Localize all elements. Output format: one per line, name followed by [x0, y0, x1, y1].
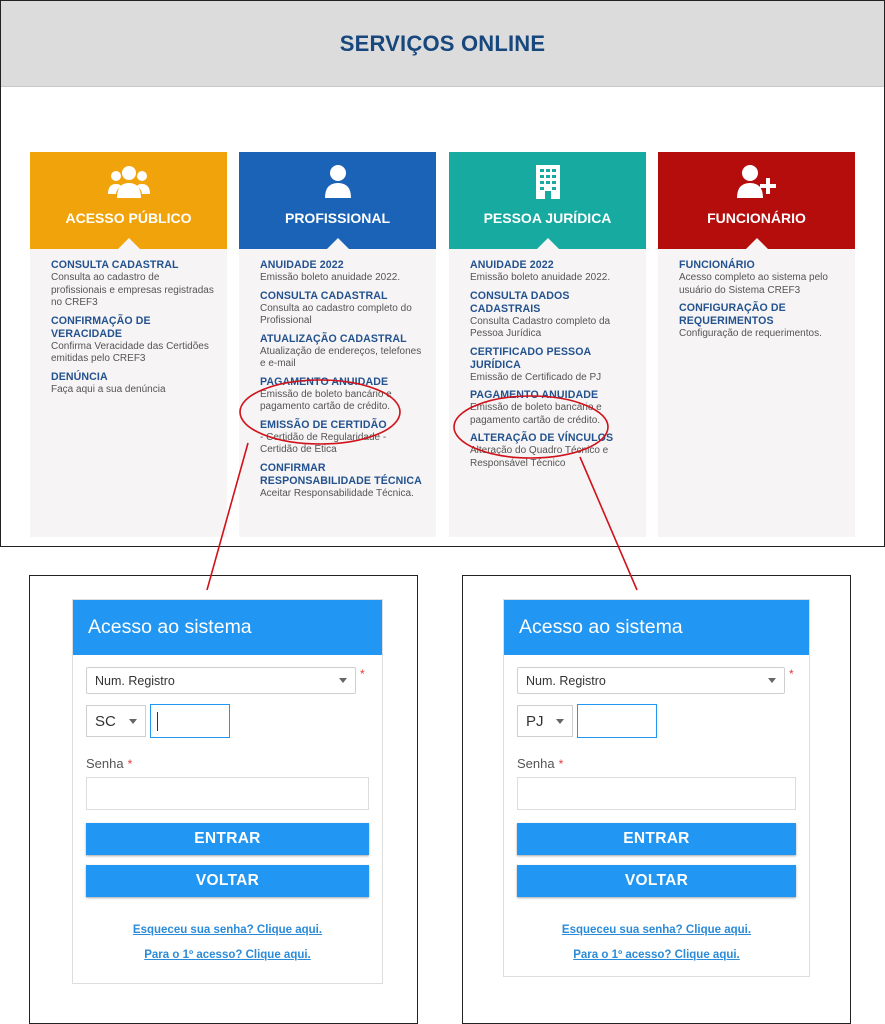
services-header	[1, 1, 884, 87]
service-item[interactable]: FUNCIONÁRIO Acesso completo ao sistema pelo usuário do Sistema CREF3	[679, 259, 828, 296]
service-item[interactable]: ATUALIZAÇÃO CADASTRAL Atualização de endereços, telefones e e-mail	[260, 332, 422, 369]
password-input[interactable]	[86, 777, 369, 810]
login-type-select[interactable]: Num. Registro	[517, 667, 785, 694]
service-item[interactable]: ALTERAÇÃO DE VÍNCULOS Alteração do Quadro Técnico e Responsável Técnico	[470, 432, 614, 469]
first-access-link[interactable]: Para o 1º acesso? Clique aqui.	[573, 949, 740, 961]
prefix-select[interactable]: SC	[86, 705, 146, 737]
enter-button[interactable]: ENTRAR	[517, 823, 796, 855]
required-mark: *	[360, 667, 365, 681]
card-title: ACESSO PÚBLICO	[65, 210, 192, 226]
login-box	[72, 599, 383, 984]
password-label: Senha *	[86, 756, 133, 771]
login-frame-pessoa-juridica	[462, 575, 851, 1024]
page-title: SERVIÇOS ONLINE	[339, 30, 546, 56]
user-icon	[239, 164, 436, 204]
password-input[interactable]	[517, 777, 796, 810]
enter-button[interactable]: ENTRAR	[86, 823, 369, 855]
card-header[interactable]	[658, 152, 855, 249]
login-type-select[interactable]: Num. Registro	[86, 667, 356, 694]
login-title: Acesso ao sistema	[73, 600, 382, 655]
service-item[interactable]: CONFIRMAR RESPONSABILIDADE TÉCNICA Aceitar Responsabilidade Técnica.	[260, 461, 422, 499]
chevron-down-icon	[129, 719, 137, 724]
service-item-pagamento-anuidade[interactable]: PAGAMENTO ANUIDADE Emissão de boleto bancário e pagamento cartão de crédito.	[470, 389, 602, 426]
service-item[interactable]: CONFIGURAÇÃO DE REQUERIMENTOS Configuração de requerimentos.	[679, 302, 822, 339]
service-item-pagamento-anuidade[interactable]: PAGAMENTO ANUIDADE Emissão de boleto bancário e pagamento cartão de crédito.	[260, 375, 392, 412]
login-title: Acesso ao sistema	[504, 600, 809, 655]
back-button[interactable]: VOLTAR	[86, 865, 369, 897]
service-item[interactable]: CONFIRMAÇÃO DE VERACIDADE Confirma Veracidade das Certidões emitidas pelo CREF3	[51, 314, 209, 364]
card-funcionario	[658, 152, 855, 537]
prefix-select[interactable]: PJ	[517, 705, 573, 737]
card-profissional	[239, 152, 436, 537]
card-title: PROFISSIONAL	[284, 210, 390, 226]
card-header[interactable]	[449, 152, 646, 249]
chevron-down-icon	[768, 678, 776, 683]
service-item[interactable]: CERTIFICADO PESSOA JURÍDICA Emissão de Certificado de PJ	[470, 345, 602, 383]
chevron-down-icon	[556, 719, 564, 724]
login-frame-profissional	[29, 575, 418, 1024]
service-item[interactable]: CONSULTA DADOS CADASTRAIS Consulta Cadastro completo da Pessoa Jurídica	[470, 289, 611, 339]
service-item[interactable]: CONSULTA CADASTRAL Consulta ao cadastro completo do Profissional	[260, 289, 412, 326]
login-box	[503, 599, 810, 977]
registration-number-input[interactable]	[150, 704, 230, 738]
service-item[interactable]: EMISSÃO DE CERTIDÃO - Certidão de Regularidade - Certidão de Ética	[260, 418, 387, 455]
card-title: PESSOA JURÍDICA	[483, 210, 612, 226]
card-title: FUNCIONÁRIO	[707, 210, 806, 226]
service-item[interactable]: CONSULTA CADASTRAL Consulta ao cadastro de profissionais e empresas registradas no CREF3	[51, 259, 214, 308]
back-button[interactable]: VOLTAR	[517, 865, 796, 897]
required-mark: *	[789, 667, 794, 681]
card-pessoa-juridica	[449, 152, 646, 537]
forgot-password-link[interactable]: Esqueceu sua senha? Clique aqui.	[561, 924, 752, 936]
building-icon	[449, 164, 646, 204]
registration-number-input[interactable]	[577, 704, 657, 738]
card-header[interactable]	[30, 152, 227, 249]
card-acesso-publico	[30, 152, 227, 537]
service-item[interactable]: ANUIDADE 2022 Emissão boleto anuidade 2022.	[470, 259, 611, 283]
card-header[interactable]	[239, 152, 436, 249]
users-group-icon	[30, 164, 227, 204]
service-item[interactable]: DENÚNCIA Faça aqui a sua denúncia	[51, 370, 166, 395]
user-plus-icon	[658, 164, 855, 204]
password-label: Senha *	[517, 756, 564, 771]
service-item[interactable]: ANUIDADE 2022 Emissão boleto anuidade 2022.	[260, 259, 401, 283]
forgot-password-link[interactable]: Esqueceu sua senha? Clique aqui.	[132, 924, 323, 936]
text-cursor	[157, 712, 158, 731]
first-access-link[interactable]: Para o 1º acesso? Clique aqui.	[144, 949, 311, 961]
chevron-down-icon	[339, 678, 347, 683]
